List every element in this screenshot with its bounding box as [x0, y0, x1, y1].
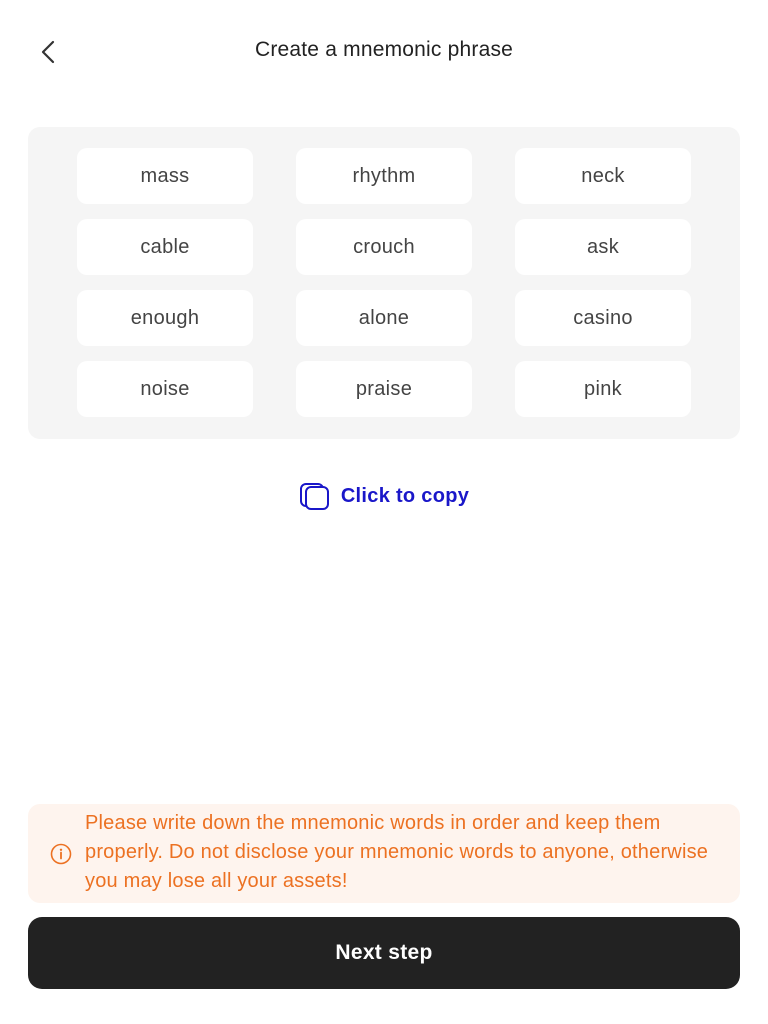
mnemonic-word: mass: [77, 148, 253, 204]
mnemonic-word-grid: [77, 148, 691, 417]
info-icon: [50, 843, 72, 865]
mnemonic-word: rhythm: [296, 148, 472, 204]
warning-text: Please write down the mnemonic words in order and keep them properly. Do not disclose your mnemonic words to anyone, otherwise you may lose all your assets!: [85, 812, 709, 892]
mnemonic-word: casino: [515, 290, 691, 346]
copy-icon: [299, 482, 331, 510]
mnemonic-word: cable: [77, 219, 253, 275]
mnemonic-word: praise: [296, 361, 472, 417]
mnemonic-word: enough: [77, 290, 253, 346]
copy-button[interactable]: [0, 482, 768, 510]
next-step-button[interactable]: Next step: [28, 917, 740, 989]
mnemonic-words-card: [28, 127, 740, 439]
warning-notice: [28, 804, 740, 903]
mnemonic-word: ask: [515, 219, 691, 275]
mnemonic-word: noise: [77, 361, 253, 417]
copy-label: Click to copy: [340, 484, 470, 507]
mnemonic-word: alone: [296, 290, 472, 346]
mnemonic-word: neck: [515, 148, 691, 204]
mnemonic-word: crouch: [296, 219, 472, 275]
header: [0, 22, 768, 82]
mnemonic-word: pink: [515, 361, 691, 417]
page-title: Create a mnemonic phrase: [254, 38, 514, 61]
